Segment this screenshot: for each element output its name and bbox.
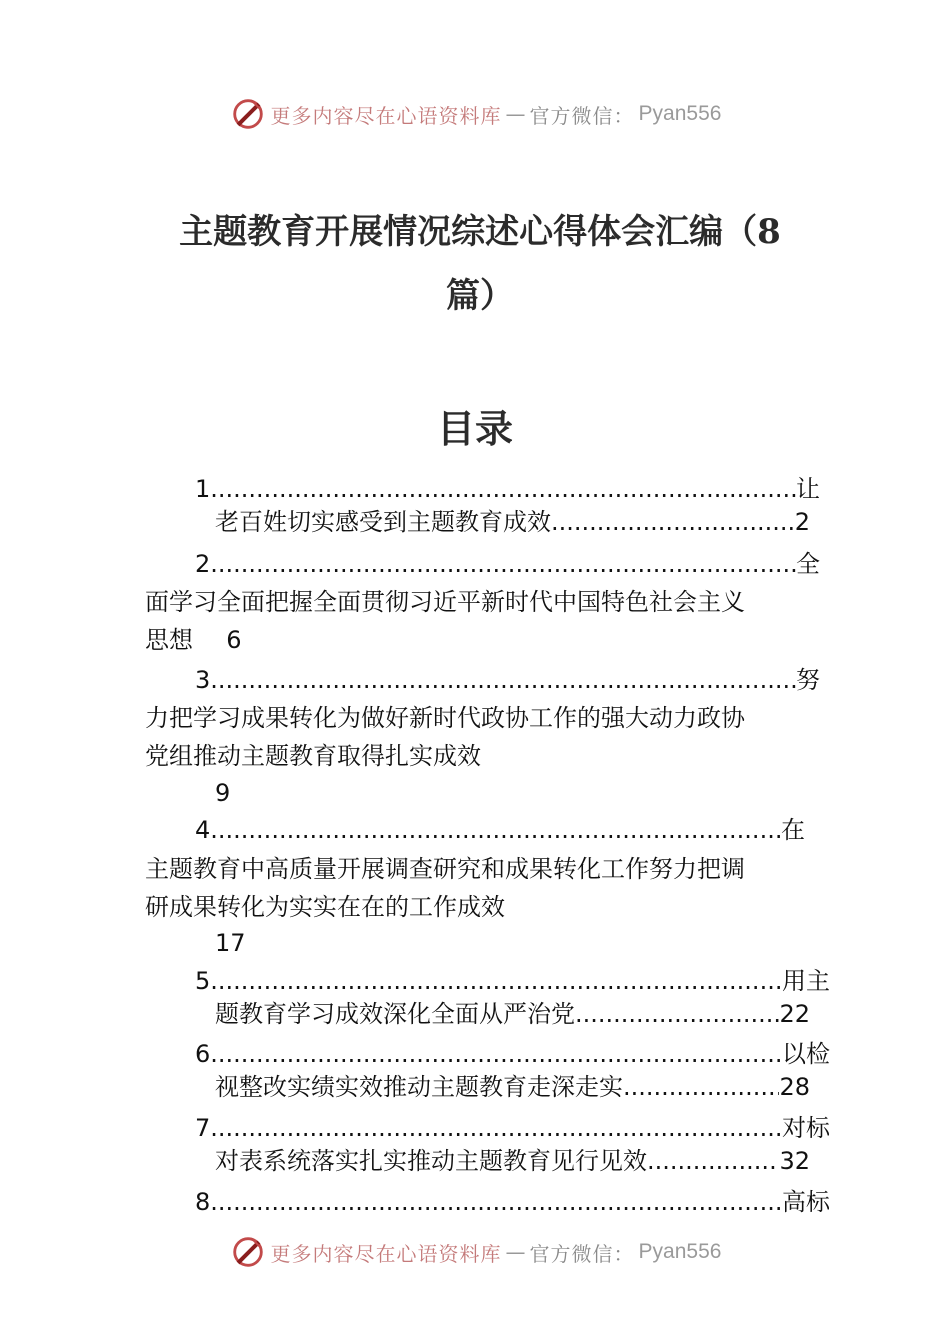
toc-title: 对表系统落实扎实推动主题教育见行见效 — [215, 1147, 647, 1175]
toc-title: 思想 — [145, 626, 193, 654]
toc-entry-6[interactable] — [195, 1037, 830, 1071]
footer-watermark-banner — [0, 1232, 950, 1272]
toc-number: 5 — [195, 967, 211, 995]
toc-entry-8[interactable] — [195, 1185, 830, 1219]
banner-separator: — — [505, 102, 526, 126]
toc-entry-4[interactable] — [195, 813, 805, 847]
toc-number: 4 — [195, 816, 211, 844]
toc-number: 8 — [195, 1188, 211, 1216]
document-title — [150, 200, 810, 328]
toc-title: 题教育学习成效深化全面从严治党 — [215, 1000, 575, 1028]
toc-entry-3[interactable] — [195, 663, 820, 697]
toc-entry-1-cont[interactable] — [215, 505, 810, 539]
toc-number: 2 — [195, 550, 211, 578]
toc-title-start: 高标 — [782, 1188, 830, 1216]
toc-title: 主题教育中高质量开展调查研究和成果转化工作努力把调 — [145, 855, 745, 883]
toc-title: 面学习全面把握全面贯彻习近平新时代中国特色社会主义 — [145, 588, 745, 616]
toc-title: 视整改实绩实效推动主题教育走深走实 — [215, 1073, 623, 1101]
toc-page: 22 — [779, 1000, 810, 1028]
toc-entry-2[interactable] — [195, 547, 820, 581]
banner-wechat-label: 官方微信： — [529, 1241, 635, 1266]
toc-leader-dots — [210, 1185, 782, 1219]
toc-entry-6-cont[interactable] — [215, 1070, 810, 1104]
toc-heading: 目录 — [436, 406, 513, 451]
pen-circle-logo-icon — [229, 95, 267, 133]
toc-title: 研成果转化为实实在在的工作成效 — [145, 893, 505, 921]
toc-leader-dots — [575, 997, 779, 1031]
toc-leader-dots — [210, 472, 796, 506]
header-watermark-banner — [0, 94, 950, 134]
toc-entry-5-cont[interactable] — [215, 997, 810, 1031]
toc-title-start: 以检 — [782, 1040, 830, 1068]
toc-number: 7 — [195, 1114, 211, 1142]
banner-text: 更多内容尽在心语资料库 — [270, 1241, 502, 1266]
toc-leader-dots — [210, 547, 796, 581]
toc-title-start: 努 — [796, 666, 820, 694]
title-line-2: 篇） — [446, 276, 514, 316]
toc-title-start: 用主 — [782, 967, 830, 995]
toc-title-start: 让 — [796, 475, 820, 503]
toc-leader-dots — [210, 1111, 782, 1145]
toc-leader-dots — [210, 964, 782, 998]
toc-page: 6 — [226, 626, 242, 654]
toc-title: 老百姓切实感受到主题教育成效 — [215, 508, 551, 536]
banner-text: 更多内容尽在心语资料库 — [270, 103, 502, 128]
toc-entry-7[interactable] — [195, 1111, 830, 1145]
toc-leader-dots — [210, 663, 796, 697]
toc-leader-dots — [623, 1070, 779, 1104]
toc-entry-5[interactable] — [195, 964, 830, 998]
toc-leader-dots — [551, 505, 795, 539]
banner-wechat-id: Pyan556 — [638, 102, 722, 125]
toc-page: 32 — [779, 1147, 810, 1175]
toc-title: 党组推动主题教育取得扎实成效 — [145, 742, 481, 770]
toc-page: 2 — [794, 508, 810, 536]
toc-entry-1[interactable] — [195, 472, 820, 506]
toc-page: 28 — [779, 1073, 810, 1101]
toc-title-start: 全 — [796, 550, 820, 578]
toc-leader-dots — [210, 813, 781, 847]
toc-leader-dots — [647, 1144, 779, 1178]
toc-page: 9 — [215, 779, 231, 807]
toc-title: 力把学习成果转化为做好新时代政协工作的强大动力政协 — [145, 704, 745, 732]
pen-circle-logo-icon — [229, 1233, 267, 1271]
toc-number: 6 — [195, 1040, 211, 1068]
banner-separator: — — [505, 1240, 526, 1264]
toc-title-start: 对标 — [782, 1114, 830, 1142]
toc-entry-2-tail — [145, 623, 242, 657]
toc-number: 3 — [195, 666, 211, 694]
banner-wechat-label: 官方微信： — [529, 103, 635, 128]
title-line-1: 主题教育开展情况综述心得体会汇编（8 — [179, 212, 781, 252]
toc-title-start: 在 — [781, 816, 805, 844]
toc-leader-dots — [210, 1037, 782, 1071]
toc-page: 17 — [215, 929, 246, 957]
toc-number: 1 — [195, 475, 211, 503]
toc-entry-7-cont[interactable] — [215, 1144, 810, 1178]
banner-wechat-id: Pyan556 — [638, 1240, 722, 1263]
